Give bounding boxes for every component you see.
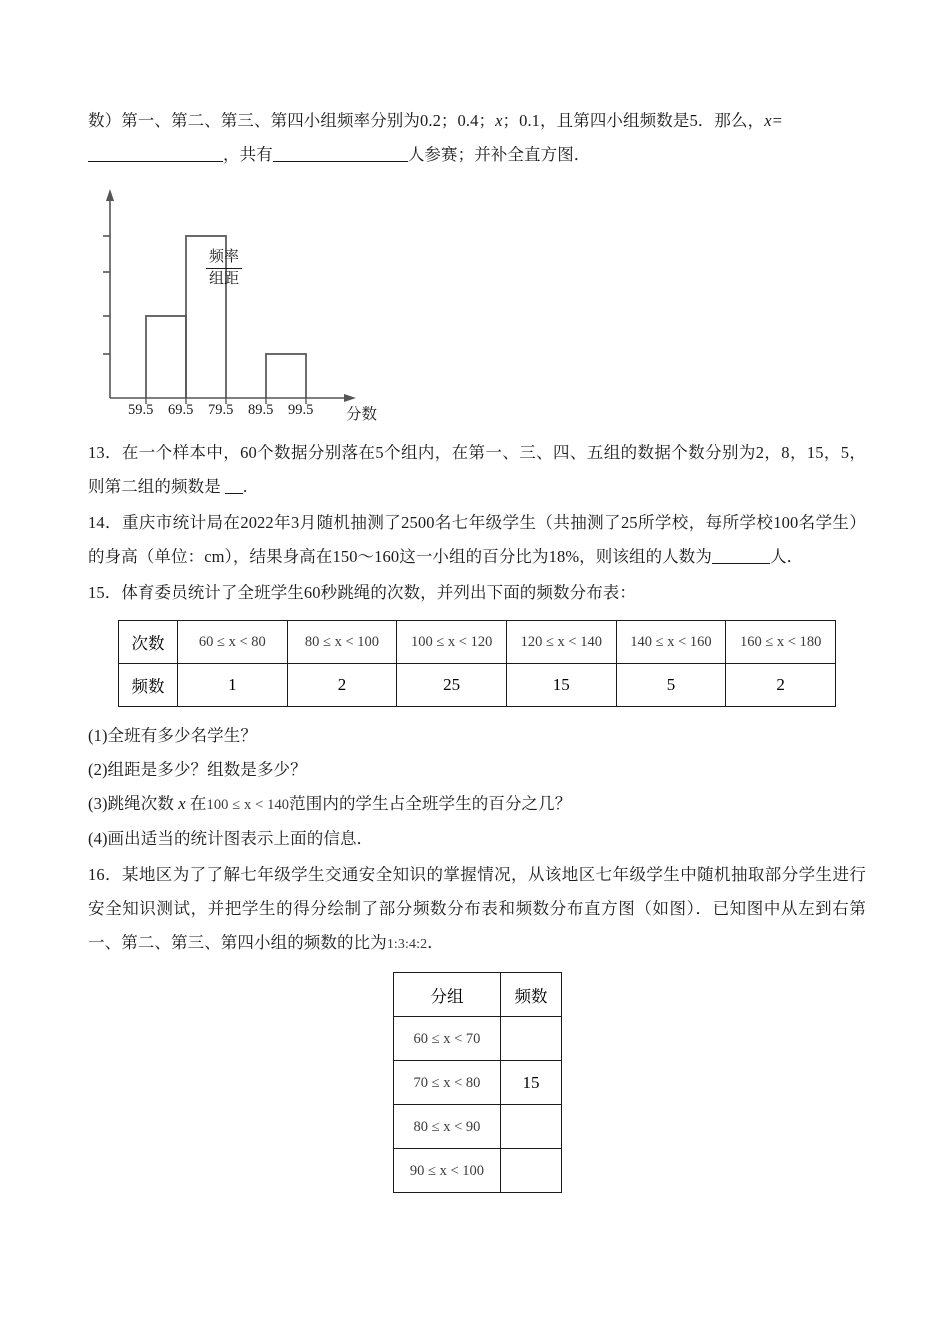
group-cell-1: 60 ≤ x < 70 (394, 1017, 501, 1061)
group-cell-2: 70 ≤ x < 80 (394, 1061, 501, 1105)
freq-cell-1[interactable] (501, 1017, 562, 1061)
q14-per-school: 100 (773, 513, 799, 532)
q12-text-a: 数）第一、第二、第三、第四小组频率分别为 (88, 111, 420, 130)
q15-number: 15． (88, 583, 122, 602)
q14-text-d: 名七年级学生（共抽测了 (434, 513, 621, 532)
y-axis-numerator: 频率 (209, 249, 240, 265)
interval-cell-1: 60 ≤ x < 80 (178, 621, 288, 664)
question-13: 13．在一个样本中，60个数据分别落在5个组内，在第一、三、四、五组的数据个数分别为2，8，15，5，则第二组的频数是 . (88, 443, 866, 496)
x-label-89-5: 89.5 (248, 402, 274, 418)
interval-cell-3: 100 ≤ x < 120 (397, 621, 507, 664)
q12-frequencies: 0.2；0.4； (420, 111, 496, 130)
q15-sub3-range: 100 ≤ x < 140 (206, 797, 290, 813)
q14-month: 3 (290, 513, 300, 532)
q13-text-d: ，则第二组的频数是 (88, 443, 866, 496)
x-label-59-5: 59.5 (128, 402, 154, 418)
q12-text-e: 人参赛；并补全直方图． (407, 145, 591, 164)
question-16-stem (88, 858, 866, 962)
table-row (394, 1017, 562, 1061)
y-axis-label (206, 248, 242, 289)
q15-sub3-text-a: (3)跳绳次数 (88, 794, 174, 813)
q16-text-b: ． (427, 933, 444, 952)
row-header-frequency: 频数 (119, 664, 178, 707)
q12-variable-x: x (495, 111, 503, 130)
question-15-stem (88, 576, 866, 610)
histogram-bar-4 (266, 354, 306, 398)
q14-text-b: 年 (273, 513, 291, 532)
frequency-histogram-figure (88, 176, 866, 434)
q15-sub1-text: (1)全班有多少名学生？ (88, 726, 257, 745)
freq-cell-3[interactable] (501, 1105, 562, 1149)
q14-text-c: 月随机抽测了 (299, 513, 402, 532)
question-12-continuation (88, 104, 866, 172)
q12-x-equals: x= (764, 111, 783, 130)
table-row-intervals (119, 621, 836, 664)
q15-sub2-text: (2)组距是多少？组数是多少？ (88, 760, 307, 779)
y-axis-arrowhead (106, 189, 114, 201)
x-axis-name: 分数 (346, 406, 378, 423)
x-label-79-5: 79.5 (208, 402, 234, 418)
x-label-69-5: 69.5 (168, 402, 194, 418)
q14-percent: 18% (548, 547, 580, 566)
table-row (394, 1149, 562, 1193)
q16-text-a: 某地区为了了解七年级学生交通安全知识的掌握情况，从该地区七年级学生中随机抽取部分学生进行安全知识测试，并把学生的得分绘制了部分频数分布表和频数分布直方图（如图）．已知图中从左到右第一、第二、第三、第四小组的频数的比为 (88, 865, 866, 952)
header-group: 分组 (394, 973, 501, 1017)
q12-text-d: ，共有 (223, 145, 273, 164)
q13-total-data: 60 (240, 443, 257, 462)
q12-answer-blank-2[interactable] (273, 161, 408, 162)
q14-text-i: 人． (769, 547, 804, 566)
x-label-99-5: 99.5 (288, 402, 314, 418)
q13-answer-blank[interactable] (225, 493, 243, 494)
table-row-frequencies (119, 664, 836, 707)
q14-number: 14． (88, 513, 122, 532)
x-axis-arrowhead (344, 394, 356, 402)
question-15-sub-1 (88, 719, 866, 753)
q14-text-g: 这一小组的百分比为 (399, 547, 549, 566)
group-cell-4: 90 ≤ x < 100 (394, 1149, 501, 1193)
group-cell-3: 80 ≤ x < 90 (394, 1105, 501, 1149)
q12-answer-blank-1[interactable] (88, 161, 223, 162)
q13-text-a: 在一个样本中， (121, 443, 241, 462)
interval-cell-4: 120 ≤ x < 140 (506, 621, 616, 664)
q16-ratio: 1:3:4:2 (386, 937, 428, 952)
q15-text: 体育委员统计了全班学生60秒跳绳的次数，并列出下面的频数分布表： (121, 583, 637, 602)
table-row (394, 1105, 562, 1149)
row-header-counts: 次数 (119, 621, 178, 664)
frequency-cell-6: 2 (726, 664, 836, 707)
interval-cell-6: 160 ≤ x < 180 (726, 621, 836, 664)
q13-known-counts: 2，8，15，5 (755, 443, 850, 462)
frequency-cell-3: 25 (397, 664, 507, 707)
q14-text-a: 重庆市统计局在 (121, 513, 241, 532)
table-row (394, 1061, 562, 1105)
q13-text-b: 个数据分别落在 (256, 443, 376, 462)
q13-text-c: 个组内，在第一、三、四、五组的数据个数分别为 (383, 443, 756, 462)
q15-sub3-variable: x (178, 794, 186, 813)
frequency-distribution-table-q15 (118, 620, 836, 707)
freq-cell-4[interactable] (501, 1149, 562, 1193)
interval-cell-2: 80 ≤ x < 100 (287, 621, 397, 664)
histogram-bar-1 (146, 316, 186, 398)
q16-number: 16． (88, 865, 122, 884)
q14-year: 2022 (240, 513, 274, 532)
frequency-cell-4: 15 (506, 664, 616, 707)
grouping-frequency-table-q16 (393, 972, 562, 1193)
header-frequency: 频数 (501, 973, 562, 1017)
q12-text-c: ．那么， (697, 111, 765, 130)
q14-height-range: 150～160 (332, 547, 400, 566)
q14-text-f: 名学生）的身高（单位：cm），结果身高在 (88, 513, 866, 566)
question-15-sub-2 (88, 753, 866, 787)
table-row-header (394, 973, 562, 1017)
frequency-cell-2: 2 (287, 664, 397, 707)
x-axis-tick-label-row (88, 402, 408, 428)
q12-text-b: ；0.1，且第四小组频数是 (502, 111, 690, 130)
q13-number: 13． (88, 443, 122, 462)
freq-cell-2[interactable]: 15 (501, 1061, 562, 1105)
page-content (88, 104, 866, 1193)
q14-school-count: 25 (620, 513, 638, 532)
question-15-sub-4 (88, 822, 866, 856)
frequency-cell-1: 1 (178, 664, 288, 707)
question-15-sub-3 (88, 787, 866, 822)
interval-cell-5: 140 ≤ x < 160 (616, 621, 726, 664)
q14-text-e: 所学校，每所学校 (637, 513, 774, 532)
q13-group-count: 5 (375, 443, 384, 462)
q14-sample-size: 2500 (401, 513, 435, 532)
q14-text-h: ，则该组的人数为 (579, 547, 712, 566)
q15-sub3-text-c: 范围内的学生占全班学生的百分之几？ (289, 794, 572, 813)
q14-answer-blank[interactable] (712, 563, 770, 564)
q12-fourth-count: 5 (689, 111, 698, 130)
frequency-cell-5: 5 (616, 664, 726, 707)
q15-sub3-text-b: 在 (189, 794, 207, 813)
question-14 (88, 506, 866, 574)
y-axis-denominator: 组距 (206, 268, 242, 289)
q15-sub4-text: (4)画出适当的统计图表示上面的信息． (88, 829, 374, 848)
histogram-svg (88, 176, 408, 434)
